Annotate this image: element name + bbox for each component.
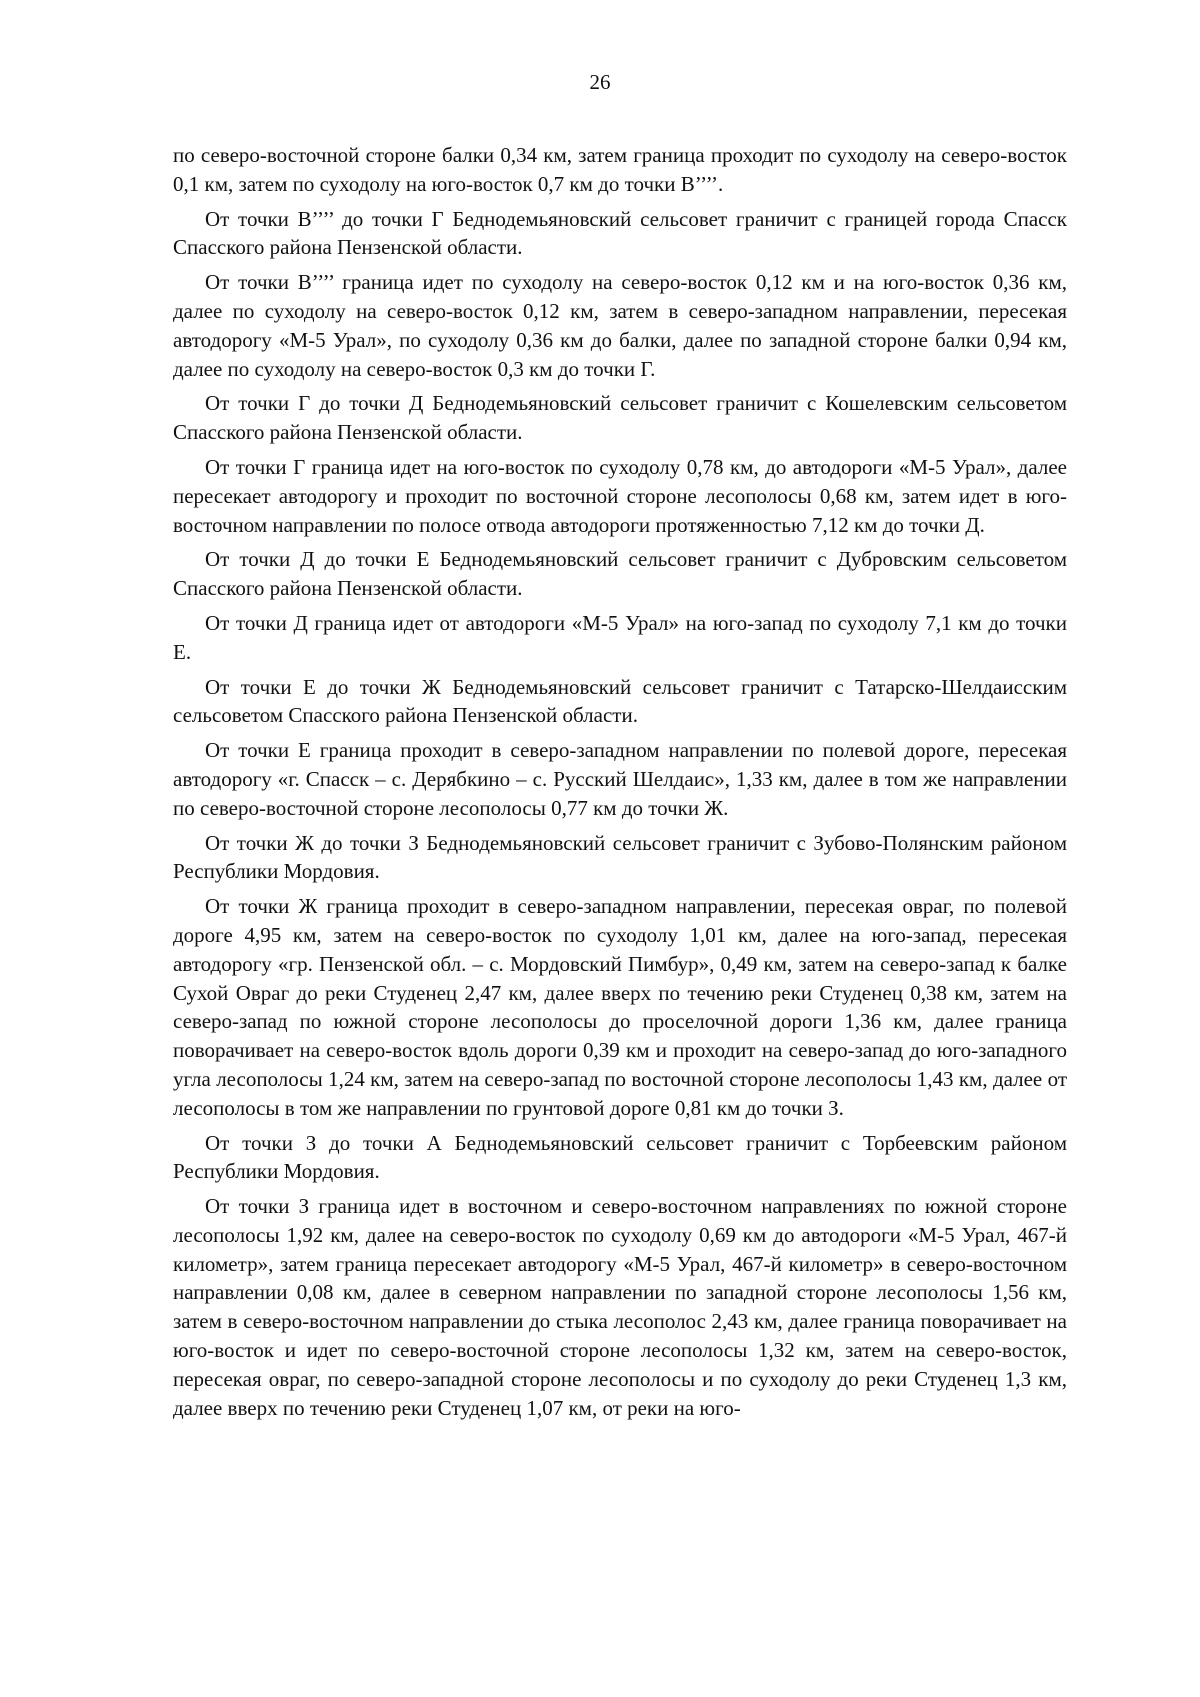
page-number: 26 bbox=[589, 70, 611, 94]
paragraph: От точки Г до точки Д Беднодемьяновский сельсовет граничит с Кошелевским сельсоветом Спасского района Пензенской области. bbox=[173, 391, 1067, 445]
paragraph: От точки З до точки А Беднодемьяновский сельсовет граничит с Торбеевским районом Республики Мордовия. bbox=[173, 1130, 1067, 1184]
paragraph: От точки З граница идет в восточном и северо-восточном направлениях по южной стороне лесополосы 1,92 км, далее на северо-восток по суходолу 0,69 км до автодороги «М-5 Урал, 467-й километр», затем граница пересекает автодорогу «М-5 Урал, 467-й километр» в северо-восточном направлении 0,08 км, далее в северном направлении по западной стороне лесополосы 1,56 км, затем в северо-восточном направлении до стыка лесополос 2,43 км, далее граница поворачивает на юго-восток и идет по северо-восточной стороне лесополосы 1,32 км, затем на северо-восток, пересекая овраг, по северо-западной стороне лесополосы и по суходолу до реки Студенец 1,3 км, далее вверх по течению реки Студенец 1,07 км, от реки на юго- bbox=[173, 1194, 1067, 1420]
document-body bbox=[173, 141, 1067, 1428]
paragraph: От точки В’’’’ до точки Г Беднодемьяновский сельсовет граничит с границей города Спасск Спасского района Пензенской области. bbox=[173, 206, 1067, 260]
paragraph: От точки Д граница идет от автодороги «М-5 Урал» на юго-запад по суходолу 7,1 км до точки Е. bbox=[173, 610, 1067, 664]
paragraph: От точки Ж до точки З Беднодемьяновский сельсовет граничит с Зубово-Полянским районом Республики Мордовия. bbox=[173, 830, 1067, 884]
paragraph: От точки Ж граница проходит в северо-западном направлении, пересекая овраг, по полевой дороге 4,95 км, затем на северо-восток по суходолу 1,01 км, далее на юго-запад, пересекая автодорогу «гр. Пензенской обл. – с. Мордовский Пимбур», 0,49 км, затем на северо-запад к балке Сухой Овраг до реки Студенец 2,47 км, далее вверх по течению реки Студенец 0,38 км, затем на северо-запад по южной стороне лесополосы до проселочной дороги 1,36 км, далее граница поворачивает на северо-восток вдоль дороги 0,39 км и проходит на северо-запад до юго-западного угла лесополосы 1,24 км, затем на северо-запад по восточной стороне лесополосы 1,43 км, далее от лесополосы в том же направлении по грунтовой дороге 0,81 км до точки З. bbox=[173, 894, 1067, 1120]
paragraph: От точки Е граница проходит в северо-западном направлении по полевой дороге, пересекая автодорогу «г. Спасск – с. Дерябкино – с. Русский Шелдаис», 1,33 км, далее в том же направлении по северо-восточной стороне лесополосы 0,77 км до точки Ж. bbox=[173, 738, 1067, 820]
paragraph: От точки Е до точки Ж Беднодемьяновский сельсовет граничит с Татарско-Шелдаисским сельсоветом Спасского района Пензенской области. bbox=[173, 674, 1067, 728]
paragraph: От точки Д до точки Е Беднодемьяновский сельсовет граничит с Дубровским сельсоветом Спасского района Пензенской области. bbox=[173, 547, 1067, 601]
paragraph-continuation: по северо-восточной стороне балки 0,34 км, затем граница проходит по суходолу на северо-восток 0,1 км, затем по суходолу на юго-восток 0,7 км до точки В’’’’. bbox=[173, 143, 1067, 196]
paragraph: От точки В’’’’ граница идет по суходолу на северо-восток 0,12 км и на юго-восток 0,36 км, далее по суходолу на северо-восток 0,12 км, затем в северо-западном направлении, пересекая автодорогу «М-5 Урал», по суходолу 0,36 км до балки, далее по западной стороне балки 0,94 км, далее по суходолу на северо-восток 0,3 км до точки Г. bbox=[173, 270, 1067, 381]
paragraph: От точки Г граница идет на юго-восток по суходолу 0,78 км, до автодороги «М-5 Урал», далее пересекает автодорогу и проходит по восточной стороне лесополосы 0,68 км, затем идет в юго-восточном направлении по полосе отвода автодороги протяженностью 7,12 км до точки Д. bbox=[173, 454, 1067, 537]
